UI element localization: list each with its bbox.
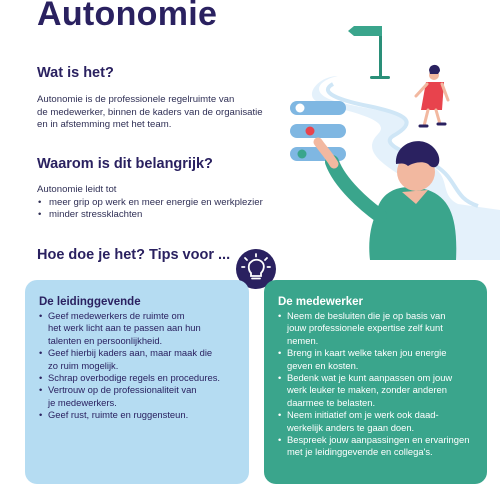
employee-tip-item xyxy=(278,409,473,434)
section-heading-what: Wat is het? xyxy=(37,65,114,81)
employee-tip-item xyxy=(278,372,473,409)
employee-tips-card xyxy=(264,280,487,484)
why-bullet-list xyxy=(37,197,297,222)
employee-tip-line: Bespreek jouw aanpassingen en ervaringen xyxy=(287,434,470,446)
section-heading-why: Waarom is dit belangrijk? xyxy=(37,156,213,172)
employee-tip-line: nemen. xyxy=(287,334,319,346)
employee-tip-line: Breng in kaart welke taken jou energie xyxy=(287,347,447,359)
leader-tips-list xyxy=(39,310,235,422)
employee-tip-line: werk leuker te maken, zonder anderen xyxy=(287,384,447,396)
leader-tip-item xyxy=(39,347,235,372)
illustration-person-checklist xyxy=(278,14,500,260)
leader-card-title: De leidinggevende xyxy=(39,296,141,308)
leader-tip-line: talenten en persoonlijkheid. xyxy=(48,334,163,346)
checklist-marker xyxy=(298,150,307,159)
employee-tips-list xyxy=(278,310,473,459)
leader-tip-line: Geef rust, ruimte en ruggensteun. xyxy=(48,409,189,421)
why-intro: Autonomie leidt tot xyxy=(37,184,117,195)
what-line: de medewerker, binnen de kaders van de organisatie xyxy=(37,106,263,118)
employee-tip-line: daarmee te belasten. xyxy=(287,396,376,408)
walking-woman-figure xyxy=(416,65,448,126)
leader-tips-card xyxy=(25,280,249,484)
what-line: Autonomie is de professionele regelruimte van xyxy=(37,94,235,105)
leader-tip-line: je medewerkers. xyxy=(48,396,117,408)
leader-tip-line: Geef hierbij kaders aan, maar maak die xyxy=(48,347,213,359)
employee-tip-line: geven en kosten. xyxy=(287,359,359,371)
employee-tip-line: Bedenk wat je kunt aanpassen om jouw xyxy=(287,372,453,384)
page-title: Autonomie xyxy=(37,0,218,33)
leader-tip-line: zo ruim mogelijk. xyxy=(48,359,119,371)
checklist xyxy=(290,101,346,161)
what-line: en in afstemming met het team. xyxy=(37,119,172,131)
checklist-bar xyxy=(290,124,346,138)
leader-tip-line: Geef medewerkers de ruimte om xyxy=(48,310,185,321)
why-paragraph xyxy=(37,184,297,222)
leader-tip-line: Vertrouw op de professionaliteit van xyxy=(48,384,197,396)
section-heading-how: Hoe doe je het? Tips voor ... xyxy=(37,247,231,263)
leader-tip-item xyxy=(39,372,235,384)
signpost-icon xyxy=(348,26,390,79)
employee-tip-item xyxy=(278,310,473,347)
employee-tip-line: Neem de besluiten die je op basis van xyxy=(287,310,446,321)
employee-card-title: De medewerker xyxy=(278,296,364,308)
employee-tip-line: werkelijk anders te gaan doen. xyxy=(287,421,415,433)
checklist-marker xyxy=(306,127,315,136)
employee-tip-item xyxy=(278,434,473,459)
what-paragraph xyxy=(37,94,277,132)
employee-tip-line: met je leidinggevende en collega's. xyxy=(287,446,433,458)
leader-tip-item xyxy=(39,310,235,347)
employee-tip-item xyxy=(278,347,473,372)
why-bullet: • minder stressklachten xyxy=(37,209,297,222)
leader-tip-item xyxy=(39,409,235,421)
employee-tip-line: jouw professionele expertise zelf kunt xyxy=(287,322,443,334)
leader-tip-item xyxy=(39,384,235,409)
leader-tip-line: het werk licht aan te passen aan hun xyxy=(48,322,201,334)
leader-tip-line: Schrap overbodige regels en procedures. xyxy=(48,372,220,384)
employee-tip-line: Neem initiatief om je werk ook daad- xyxy=(287,409,439,421)
why-bullet: • meer grip op werk en meer energie en werkplezier xyxy=(37,197,297,210)
